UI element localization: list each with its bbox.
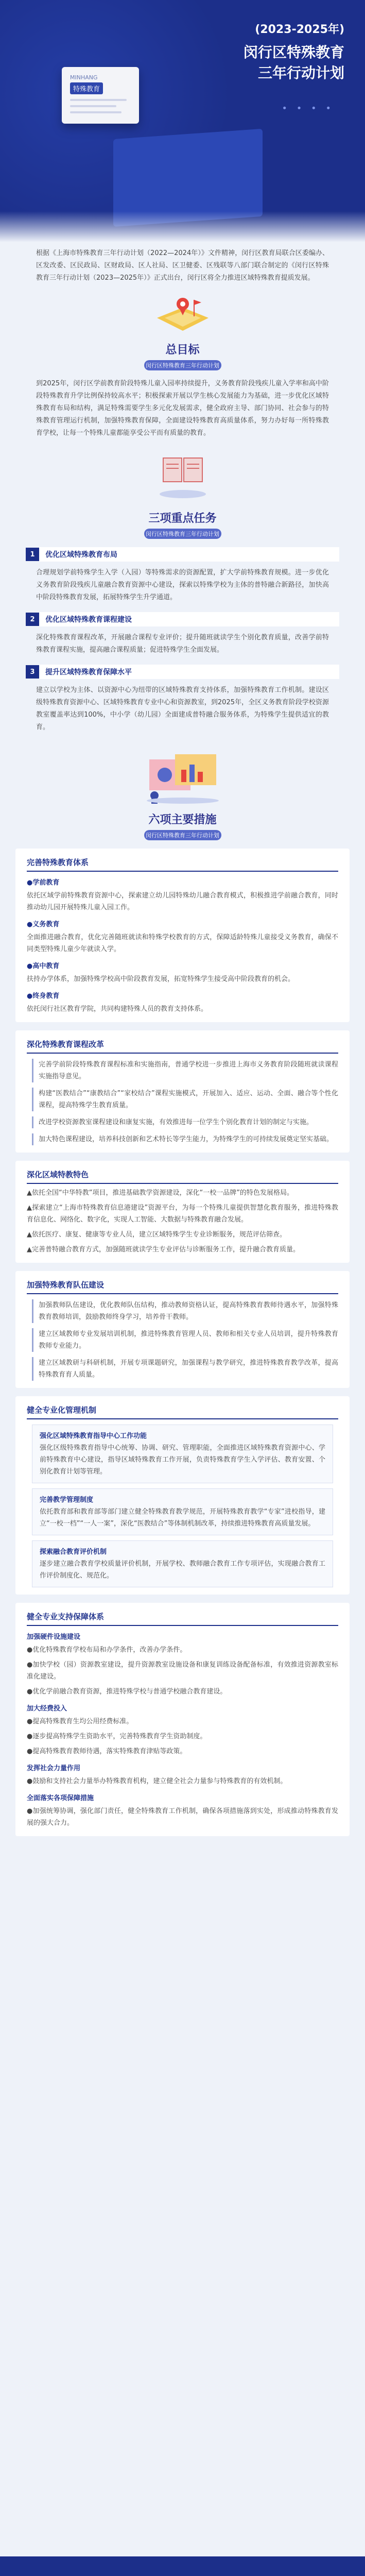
quote-text: 完善学前阶段特殊教育课程标准和实施指南，普通学校进一步推进上海市义务教育阶段随班就读课程实施指导意见。 bbox=[32, 1059, 338, 1082]
tasks-tag: 闵行区特殊教育三年行动计划 bbox=[144, 529, 221, 539]
task-heading: 优化区域特殊教育课程建设 bbox=[39, 612, 339, 626]
block-text: 全面推进融合教育，优化完善随班就读和特殊学校教育的方式，保障适龄特殊儿童接受义务教育，确保不同类型特殊儿童少年就读入学。 bbox=[27, 934, 338, 953]
group-item: ●加快学校（园）资源教室建设，提升资源教室设施设备和康复训练设备配备标准，有效推进资源教室标准化建设。 bbox=[27, 1661, 338, 1681]
box-heading: 强化区域特殊教育指导中心工作功能 bbox=[40, 1432, 147, 1440]
measures-tag: 闵行区特殊教育三年行动计划 bbox=[144, 830, 221, 840]
bullet-text: ▲探索建立“上海市特殊教育信息港建设”资源平台，为每一个特殊儿童提供智慧化教育服务，推进特殊教育信息化、网络化、数字化，实现人工智能、大数据与特殊教育融合发展。 bbox=[27, 1204, 338, 1224]
task-heading: 提升区域特殊教育保障水平 bbox=[39, 665, 339, 679]
quote-text: 建立区域教师专业发展培训机制，推进特殊教育管理人员、教师和相关专业人员培训，提升特殊教育教师专业能力。 bbox=[32, 1328, 338, 1352]
block-text: 依托区域学前特殊教育资源中心，探索建立幼儿园特殊幼儿融合教育模式，积极推进学前融合教育，同时推动幼儿园开展特殊儿童入园工作。 bbox=[27, 892, 338, 911]
group-item: ●鼓励和支持社会力量举办特殊教育机构，建立健全社会力量参与特殊教育的有效机制。 bbox=[27, 1777, 287, 1785]
map-pin-icon bbox=[152, 290, 214, 336]
hero-card-badge: 特殊教育 bbox=[70, 82, 103, 94]
hero-card-line bbox=[70, 105, 116, 107]
document-icon bbox=[152, 453, 214, 504]
measure-panel-1 bbox=[15, 849, 350, 1022]
measures-title: 六项主要措施 bbox=[148, 814, 217, 826]
info-box bbox=[32, 1488, 333, 1535]
group-sub: 加强硬件设施建设 bbox=[27, 1633, 81, 1641]
measures-section bbox=[0, 749, 365, 1836]
measure-panel-6 bbox=[15, 1603, 350, 1836]
measure-panel-5 bbox=[15, 1396, 350, 1595]
task-number: 1 bbox=[26, 548, 39, 561]
quote-text: 加大特色课程建设，培养科技创新和艺术特长等学生能力，为特殊学生的可持续发展奠定坚实基础。 bbox=[32, 1133, 338, 1145]
panel-title: 加强特殊教育队伍建设 bbox=[27, 1276, 338, 1294]
task-item bbox=[26, 547, 339, 604]
quote-text: 构建“医教结合”“康教结合”“家校结合”课程实施模式，开展加入、适应、运动、全面、融合等个性化课程，提高特殊学生教育质量。 bbox=[32, 1088, 338, 1111]
group-item: ●优化特殊教育学校布局和办学条件，改善办学条件。 bbox=[27, 1646, 187, 1654]
panel-title: 健全专业化管理机制 bbox=[27, 1401, 338, 1419]
block-sub: ●高中教育 bbox=[27, 962, 60, 970]
hero-fade bbox=[0, 211, 365, 242]
measure-panel-2 bbox=[15, 1030, 350, 1153]
goal-text: 到2025年，闵行区学前教育阶段特殊儿童入园率持续提升，义务教育阶段残疾儿童入学率和高中阶段特殊教育升学比例保持较高水平；积极探索开展以学生核心发展能力为基础，进一步优化区域特殊教育布局和结构，满足特殊需要学生多元化发展需求，健全政府主导、部门协同、社会参与的特殊教育管理运行机制，加强特殊教育保障，全面建设特殊教育高质量体系，努力办好每一所特殊教育学校，让每一个特殊儿童都能享受公平而有质量的教育。 bbox=[36, 380, 329, 437]
quote-text: 建立区域教研与科研机制，开展专项课题研究，加强课程与教学研究，推进特殊教育教学改革，提高特殊教育育人质量。 bbox=[32, 1357, 338, 1381]
box-heading: 完善教学管理制度 bbox=[40, 1496, 94, 1504]
group-item: ●逐步提高特殊学生资助水平，完善特殊教育学生资助制度。 bbox=[27, 1733, 207, 1740]
intro-text: 根据《上海市特殊教育三年行动计划（2022—2024年）》文件精神，闵行区教育局联合区委编办、区发改委、区民政局、区财政局、区人社局、区卫健委、区残联等八部门联合制定的《闵行区特殊教育三年行动计划（2023—2025年）》正式出台，闵行区将全力推进区域特殊教育提质发展。 bbox=[36, 249, 329, 282]
box-text: 依托教育部和教育部等部门建立健全特殊教育教学规范，开展特殊教育教学“专家”进校指导，建立“一校一档”“一人一案”，深化“医教结合”等体制机制改革，持续推进特殊教育高质量发展。 bbox=[40, 1508, 325, 1528]
group-sub: 全面落实各项保障措施 bbox=[27, 1794, 94, 1802]
block-sub: ●义务教育 bbox=[27, 921, 60, 928]
task-text: 深化特殊教育课程改革，开展融合课程专业评价；提升随班就读学生个别化教育质量，改善学前特殊教育课程实施，提高融合课程质量；促进特殊学生全面发展。 bbox=[36, 634, 329, 654]
charts-icon bbox=[139, 749, 227, 806]
info-box bbox=[32, 1425, 333, 1483]
task-text: 建立以学校为主体、以资源中心为纽带的区域特殊教育支持体系，加强特殊教育工作机制。建设区级特殊教育资源中心、区域特殊教育专业中心和资源教室，到2025年，全区义务教育阶段学校资源教室覆盖率达到100%，中小学（幼儿园）全面建成普特融合服务体系，为特殊学生提供适宜的教育。 bbox=[36, 686, 329, 731]
goal-section bbox=[0, 290, 365, 439]
task-number: 2 bbox=[26, 613, 39, 626]
hero-banner bbox=[0, 0, 365, 242]
hero-dots-decoration: • • • • bbox=[282, 103, 334, 114]
measure-panel-4 bbox=[15, 1271, 350, 1388]
group-sub: 加大经费投入 bbox=[27, 1705, 67, 1713]
bullet-text: ▲依托全国“中华特教”项目，推进基础教学资源建设，深化“一校一品牌”的特色发展格局。 bbox=[27, 1189, 293, 1197]
block-sub: ●学前教育 bbox=[27, 879, 60, 887]
hero-title-line2: 三年行动计划 bbox=[257, 64, 344, 81]
bullet-text: ▲依托医疗、康复、健康等专业人员，建立区域特殊学生专业诊断服务，规范评估筛查。 bbox=[27, 1231, 286, 1239]
hero-card-small-label: MINHANG bbox=[70, 74, 98, 81]
hero-card-line bbox=[70, 99, 127, 101]
group-item: ●加强统筹协调，强化部门责任，健全特殊教育工作机制，确保各项措施落到实处，形成推动特殊教育发展的强大合力。 bbox=[27, 1807, 338, 1827]
panel-title: 健全专业支持保障体系 bbox=[27, 1608, 338, 1626]
task-item bbox=[26, 612, 339, 656]
group-item: ●优化学前融合教育资源，推进特殊学校与普通学校融合教育建设。 bbox=[27, 1688, 227, 1696]
tasks-title: 三项重点任务 bbox=[148, 512, 217, 525]
quote-text: 改进学校资源教室课程建设和康复实施，有效推进每一位学生个别化教育计划的制定与实施。 bbox=[32, 1116, 338, 1128]
block-sub: ●终身教育 bbox=[27, 992, 60, 1000]
block-text: 依托闵行社区教育学院，共同构建特殊人员的教育支持体系。 bbox=[27, 1005, 208, 1013]
info-box bbox=[32, 1540, 333, 1587]
panel-title: 完善特殊教育体系 bbox=[27, 854, 338, 872]
hero-title-line1: 闵行区特殊教育 bbox=[243, 44, 344, 61]
group-item: ●提高特殊教育生均公用经费标准。 bbox=[27, 1718, 133, 1725]
task-text: 合理规划学前特殊学生入学（入园）等特殊需求的资源配置，扩大学前特殊教育规模。进一步优化义务教育阶段残疾儿童融合教育资源中心建设，探索以特殊学校为主体的普特融合新路径，加快高中阶段特殊教育发展，拓展特殊学生升学通道。 bbox=[36, 569, 329, 601]
hero-card bbox=[62, 67, 139, 124]
bullet-text: ▲完善普特融合教育方式，加强随班就读学生专业评估与诊断服务工作，提升融合教育质量。 bbox=[27, 1246, 300, 1253]
hero-period: (2023-2025年) bbox=[255, 23, 344, 36]
box-text: 强化区级特殊教育指导中心统筹、协调、研究、管理职能，全面推进区域特殊教育资源中心、学前特殊教育中心建设，指导区域特殊教育工作开展，负责特殊教育学生入学评估、教育安置、个别化教育计划等管理。 bbox=[40, 1444, 325, 1476]
group-item: ●提高特殊教育教师待遇，落实特殊教育津贴等政策。 bbox=[27, 1748, 187, 1755]
goal-tag: 闵行区特殊教育三年行动计划 bbox=[144, 360, 221, 370]
goal-title: 总目标 bbox=[165, 344, 200, 357]
task-heading: 优化区域特殊教育布局 bbox=[39, 547, 339, 562]
box-text: 逐步建立融合教育学校质量评价机制，开展学校、教师融合教育工作专项评估，实现融合教育工作评价制度化、规范化。 bbox=[40, 1560, 325, 1580]
box-heading: 探索融合教育评价机制 bbox=[40, 1548, 107, 1556]
measure-panel-3 bbox=[15, 1161, 350, 1263]
task-head bbox=[26, 665, 339, 679]
group-sub: 发挥社会力量作用 bbox=[27, 1765, 81, 1772]
block-text: 扶持办学体系，加强特殊学校高中阶段教育发展，拓宽特殊学生接受高中阶段教育的机会。 bbox=[27, 975, 295, 983]
footer-bar bbox=[0, 2556, 365, 2576]
panel-title: 深化特殊教育课程改革 bbox=[27, 1036, 338, 1054]
task-item bbox=[26, 665, 339, 734]
tasks-section bbox=[0, 453, 365, 734]
quote-text: 加强教师队伍建设，优化教师队伍结构，推动教师资格认证，提高特殊教育教师待遇水平，加强特殊教育教师培训，鼓励教师终身学习，培养骨干教师。 bbox=[32, 1299, 338, 1323]
panel-title: 深化区域特教特色 bbox=[27, 1166, 338, 1184]
task-number: 3 bbox=[26, 665, 39, 679]
task-head bbox=[26, 612, 339, 626]
task-head bbox=[26, 547, 339, 562]
hero-card-line bbox=[70, 111, 121, 113]
